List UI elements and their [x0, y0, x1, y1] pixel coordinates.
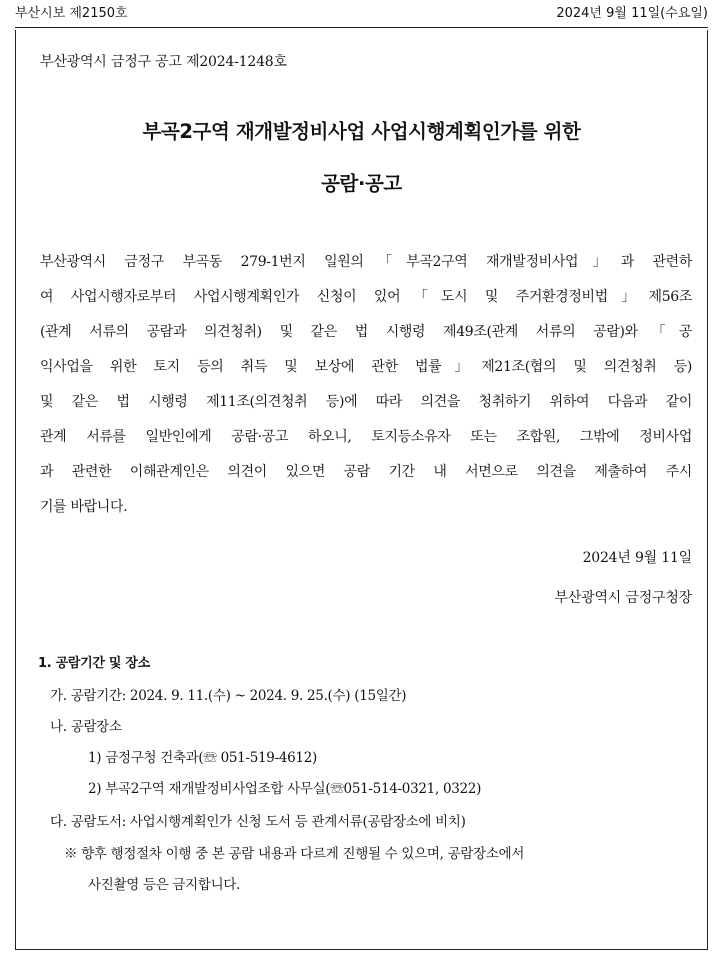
notice-title-line1: 부곡2구역 재개발정비사업 사업시행계획인가를 위한 — [142, 120, 581, 143]
page-header — [15, 6, 708, 22]
notice-title-line2: 공람·공고 — [321, 172, 402, 195]
body-line: 과 관련한 이해관계인은 의견이 있으면 공람 기간 내 서면으로 의견을 제출하여 주시 — [40, 464, 692, 480]
body-line: 여 사업시행자로부터 사업시행계획인가 신청이 있어「도시 및 주거환경정비법」제56조 — [40, 289, 692, 305]
body-line: 기를 바랍니다. — [40, 499, 128, 515]
header-rule — [15, 27, 708, 28]
documents-item: 다. 공람도서: 사업시행계획인가 신청 도서 등 관계서류(공람장소에 비치) — [50, 814, 466, 830]
notice-body — [40, 245, 692, 525]
body-line: 및 같은 법 시행령 제11조(의견청취 등)에 따라 의견을 청취하기 위하여 다음과 같이 — [40, 394, 692, 410]
publication-number: 부산시보 제2150호 — [15, 6, 128, 21]
place-item-2: 2) 부곡2구역 재개발정비사업조합 사무실(☏051-514-0321, 0322) — [88, 781, 482, 797]
body-line: (관계 서류의 공람과 의견청취) 및 같은 법 시행령 제49조(관계 서류의 공람)와「공 — [40, 324, 692, 340]
body-line: 부산광역시 금정구 부곡동 279-1번지 일원의「부곡2구역 재개발정비사업」과 관련하 — [40, 254, 692, 270]
notice-number: 부산광역시 금정구 공고 제2024-1248호 — [40, 54, 287, 70]
body-line: 관계 서류를 일반인에게 공람·공고 하오니, 토지등소유자 또는 조합원, 그밖에 정비사업 — [40, 429, 692, 445]
note-line-2: 사진촬영 등은 금지합니다. — [88, 877, 241, 893]
note-line-1: ※ 향후 행정절차 이행 중 본 공람 내용과 다르게 진행될 수 있으며, 공람장소에서 — [64, 846, 525, 862]
section-title: 1. 공람기간 및 장소 — [38, 656, 150, 671]
body-line: 익사업을 위한 토지 등의 취득 및 보상에 관한 법률」제21조(협의 및 의견청취 등) — [40, 359, 692, 375]
publication-date: 2024년 9월 11일(수요일) — [556, 6, 708, 21]
signature-date: 2024년 9월 11일 — [582, 550, 692, 566]
place-label: 나. 공람장소 — [50, 719, 122, 735]
place-item-1: 1) 금정구청 건축과(☏ 051-519-4612) — [88, 750, 317, 766]
period-item: 가. 공람기간: 2024. 9. 11.(수) ~ 2024. 9. 25.(수) (15일간) — [50, 688, 407, 704]
signature-org: 부산광역시 금정구청장 — [554, 590, 692, 606]
